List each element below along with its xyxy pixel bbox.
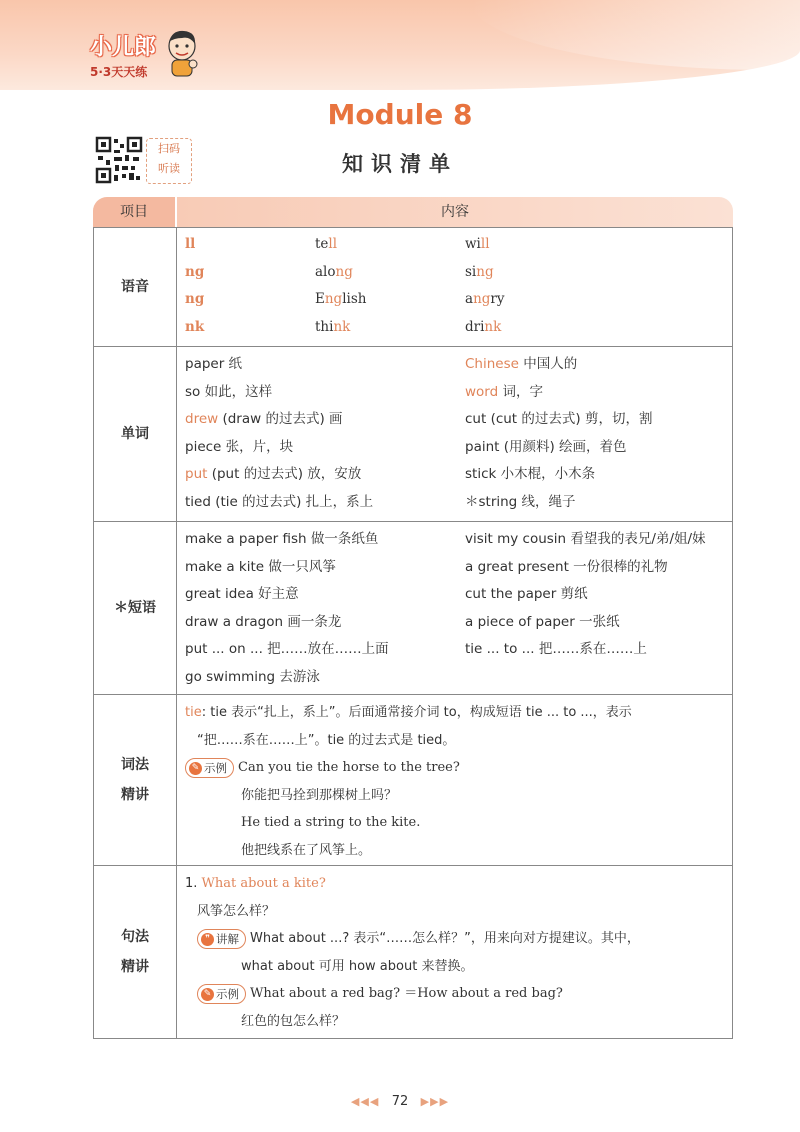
list-item: go swimming 去游泳 bbox=[185, 668, 320, 685]
scan-to-listen-label: 扫码 听读 bbox=[146, 138, 192, 184]
table-header bbox=[93, 197, 733, 227]
example-badge: ✎ 示例 bbox=[185, 758, 234, 778]
list-item: put ... on ... 把……放在……上面 tie ... to ... 把……系在……上 bbox=[185, 641, 647, 657]
sentence-notes-label: 句法 精讲 bbox=[94, 866, 177, 1038]
phonics-row bbox=[94, 228, 732, 347]
brand-name: 小儿郎 bbox=[90, 35, 157, 60]
page-subtitle: 知识清单 bbox=[342, 152, 458, 176]
vocab-notes-row bbox=[94, 695, 732, 866]
note-line: 1. What about a kite? bbox=[185, 876, 326, 891]
list-item: make a kite 做一只风筝 a great present 一份很棒的礼物 bbox=[185, 558, 668, 575]
list-item: paper 纸 Chinese 中国人的 bbox=[185, 356, 578, 372]
note-line: tie: tie 表示“扎上，系上”。后面通常接介词 to，构成短语 tie ... to ...，表示 bbox=[185, 705, 632, 720]
explain-badge: ❞ 讲解 bbox=[197, 929, 246, 949]
sentence-notes-row bbox=[94, 866, 732, 1039]
list-item: nk think drink bbox=[185, 318, 502, 335]
example-badge: ✎ 示例 bbox=[197, 984, 246, 1004]
brand-logo bbox=[90, 30, 156, 80]
explain-icon: ❞ bbox=[201, 933, 214, 946]
mascot-icon bbox=[162, 28, 202, 78]
sentence-notes-content bbox=[177, 866, 732, 1038]
example-line: 他把线系在了风筝上。 bbox=[241, 842, 372, 858]
example-line: 你能把马拴到那棵树上吗？ bbox=[241, 787, 398, 803]
list-item: tied (tie 的过去式) 扎上，系上 ＊string 线，绳子 bbox=[185, 493, 576, 510]
example-line: ✎ 示例 What about a red bag? ＝How about a red bag? bbox=[185, 980, 724, 1008]
list-item: ng English angry bbox=[185, 291, 505, 307]
list-item: make a paper fish 做一条纸鱼 visit my cousin 看望我的表兄/弟/姐/妹 bbox=[185, 531, 706, 547]
header-content: 内容 bbox=[177, 197, 733, 227]
knowledge-table bbox=[93, 197, 733, 1039]
list-item: ng along sing bbox=[185, 263, 494, 280]
explain-line: what about 可用 how about 来替换。 bbox=[241, 958, 474, 974]
example-line: 红色的包怎么样？ bbox=[241, 1013, 346, 1029]
phonics-label: 语音 bbox=[94, 228, 177, 346]
brand-subtitle: 5·3天天练 bbox=[90, 65, 148, 79]
list-item: ll tell will bbox=[185, 236, 490, 252]
page-number: 72 bbox=[391, 1094, 409, 1109]
example-line: He tied a string to the kite. bbox=[241, 815, 421, 830]
banner-swoosh bbox=[470, 0, 800, 70]
example-line: ✎ 示例 Can you tie the horse to the tree? bbox=[185, 754, 724, 782]
list-item: great idea 好主意 cut the paper 剪纸 bbox=[185, 586, 588, 602]
list-item: piece 张，片，块 paint (用颜料) 绘画，着色 bbox=[185, 438, 627, 455]
vocab-notes-label: 词法 精讲 bbox=[94, 695, 177, 865]
words-label: 单词 bbox=[94, 347, 177, 521]
list-item: put (put 的过去式) 放，安放 stick 小木棍，小木条 bbox=[185, 466, 596, 482]
words-row bbox=[94, 347, 732, 522]
words-content bbox=[177, 347, 732, 521]
prev-arrows-icon: ◀◀◀ bbox=[350, 1095, 380, 1108]
next-arrows-icon: ▶▶▶ bbox=[420, 1095, 450, 1108]
note-line: 风筝怎么样？ bbox=[197, 903, 276, 919]
phrases-content bbox=[177, 522, 732, 694]
page-footer bbox=[0, 1094, 800, 1109]
list-item: drew (draw 的过去式) 画 cut (cut 的过去式) 剪，切，割 bbox=[185, 411, 653, 427]
vocab-notes-content bbox=[177, 695, 732, 865]
explain-line: ❞ 讲解 What about ...? 表示“……怎么样？”，用来向对方提建议。其中， bbox=[185, 925, 724, 953]
phrases-row bbox=[94, 522, 732, 695]
module-title: Module 8 bbox=[327, 98, 473, 131]
pencil-icon: ✎ bbox=[189, 762, 202, 775]
list-item: draw a dragon 画一条龙 a piece of paper 一张纸 bbox=[185, 613, 620, 630]
phonics-content bbox=[177, 228, 732, 346]
pencil-icon: ✎ bbox=[201, 988, 214, 1001]
list-item: so 如此，这样 word 词，字 bbox=[185, 383, 543, 400]
header-item: 项目 bbox=[93, 197, 175, 227]
note-line: “把……系在……上”。tie 的过去式是 tied。 bbox=[197, 732, 456, 748]
phrases-label: ＊短语 bbox=[94, 522, 177, 694]
